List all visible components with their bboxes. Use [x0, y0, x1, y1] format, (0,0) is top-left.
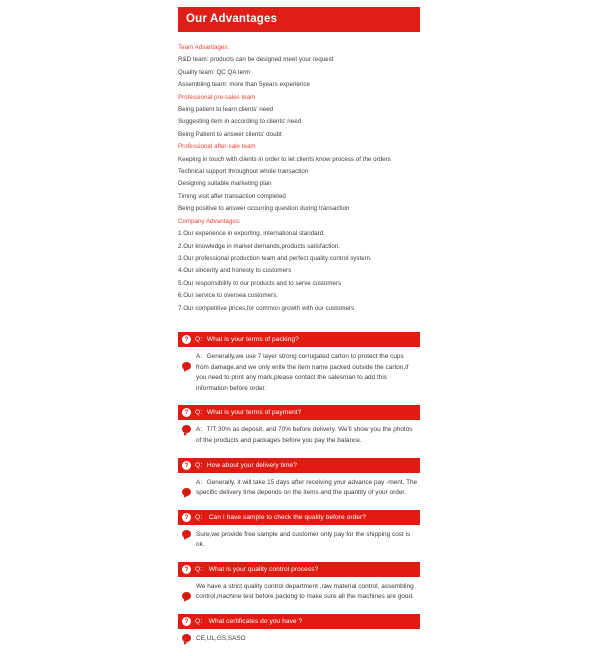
- faq-answer-text: CE,UL,GS,SASO: [196, 635, 246, 643]
- faq-question-bar[interactable]: [178, 332, 420, 347]
- faq-answer-row: [178, 525, 420, 558]
- advantage-line: 4.Our sincerity and honesty to customers: [178, 267, 292, 275]
- advantage-line: 2.Our knowledge in market demands,products satisfaction.: [178, 242, 341, 250]
- faq-item: [178, 458, 420, 506]
- faq-item: [178, 562, 420, 610]
- advantage-line: Being patient to learn clients' need: [178, 106, 274, 114]
- advantage-heading: Company Advantages:: [178, 217, 241, 225]
- faq-question-bar[interactable]: [178, 510, 420, 525]
- faq-list: [178, 332, 420, 652]
- faq-answer-row: [178, 347, 420, 401]
- question-mark-icon: ?: [182, 513, 191, 522]
- advantage-line: Designing suitable marketing plan: [178, 180, 272, 188]
- faq-item: [178, 614, 420, 652]
- question-mark-icon: ?: [182, 408, 191, 417]
- advantage-line: Being positive to answer occurring question during transaction: [178, 205, 350, 213]
- advantage-line: 6.Our service to oversea customers.: [178, 292, 279, 300]
- faq-answer-row: [178, 577, 420, 610]
- question-mark-icon: ?: [182, 617, 191, 626]
- section-header-our-advantages: Our Advantages: [178, 7, 420, 32]
- faq-answer-text: A：T/T 30% as deposit, and 70% before delivery. We'll show you the photos of the products and packages before you pay the balance.: [196, 426, 413, 444]
- speech-bubble-icon: [182, 634, 191, 643]
- question-mark-icon: ?: [182, 461, 191, 470]
- faq-question-bar[interactable]: [178, 458, 420, 473]
- advantage-heading: Professional after-sale team: [178, 143, 256, 151]
- advantage-line: Being Patient to answer clients' doubt: [178, 130, 282, 138]
- faq-item: [178, 405, 420, 453]
- question-mark-icon: ?: [182, 335, 191, 344]
- faq-answer-text: We have a strict quality control department ,raw material control, assembling control,machine test before packing to make sure all the machines are good.: [196, 582, 414, 601]
- faq-question-bar[interactable]: [178, 405, 420, 420]
- advantage-line: Quality team: QC QA term: [178, 68, 251, 76]
- speech-bubble-icon: [182, 488, 191, 497]
- advantage-heading: Team Advantages:: [178, 44, 230, 51]
- advantage-line: 3.Our professional production team and perfect quality control system.: [178, 254, 372, 262]
- advantages-list: [178, 32, 420, 315]
- faq-question-text: Q： What is your quality control process?: [195, 565, 319, 573]
- advantage-line: Suggesting item in according to clients' need: [178, 118, 302, 126]
- advantage-line: Keeping in touch with clients in order to let clients know process of the orders: [178, 155, 391, 163]
- faq-item: [178, 332, 420, 401]
- advantage-line: R&D team: products can be designed meet your request: [178, 56, 334, 64]
- advantage-line: Technical support throughout whole transaction: [178, 168, 309, 176]
- advantage-line: 1.Our experience in exporting, international standard.: [178, 230, 325, 238]
- speech-bubble-icon: [182, 530, 191, 539]
- faq-question-text: Q： What certificates do you have ?: [195, 618, 303, 626]
- faq-question-text: Q：What is your terms of payment?: [195, 409, 302, 417]
- advantage-line: 7.Our competitive prices,for common growth with our customers: [178, 304, 355, 312]
- faq-answer-text: A：Generally, it will take 15 days after receiving your advance pay -ment. The specific delivery time depends on the items and the quantity of your order.: [196, 478, 418, 497]
- faq-question-text: Q： Can I have sample to check the quality before order?: [195, 513, 366, 521]
- faq-item: [178, 510, 420, 558]
- faq-answer-text: A：Generally,we use 7 layer strong corrugated carton to protect the cups from damage,and we only write the item name packed outside the carton,if you need to print any mark,please contact the salesman to add this information before order.: [196, 352, 409, 392]
- faq-question-text: Q：What is your terms of packing?: [195, 335, 299, 343]
- faq-answer-row: [178, 420, 420, 453]
- faq-answer-row: [178, 629, 420, 652]
- advantage-heading: Professional pre-sales team: [178, 93, 256, 101]
- advantage-line: Assembling team: more than 5years experience: [178, 81, 310, 89]
- advantage-line: Timing visit after transaction completed: [178, 192, 286, 200]
- speech-bubble-icon: [182, 425, 191, 434]
- faq-answer-text: Sure,we provide free sample and customer only pay for the shipping cost is ok.: [196, 530, 411, 549]
- advantage-line: 5.Our responsibility to our products and to serve customers: [178, 279, 342, 287]
- faq-question-bar[interactable]: [178, 614, 420, 629]
- faq-question-bar[interactable]: [178, 562, 420, 577]
- faq-answer-row: [178, 473, 420, 506]
- speech-bubble-icon: [182, 362, 191, 371]
- content-column: [178, 0, 420, 656]
- faq-question-text: Q：How about your delivery time?: [195, 461, 297, 469]
- question-mark-icon: ?: [182, 565, 191, 574]
